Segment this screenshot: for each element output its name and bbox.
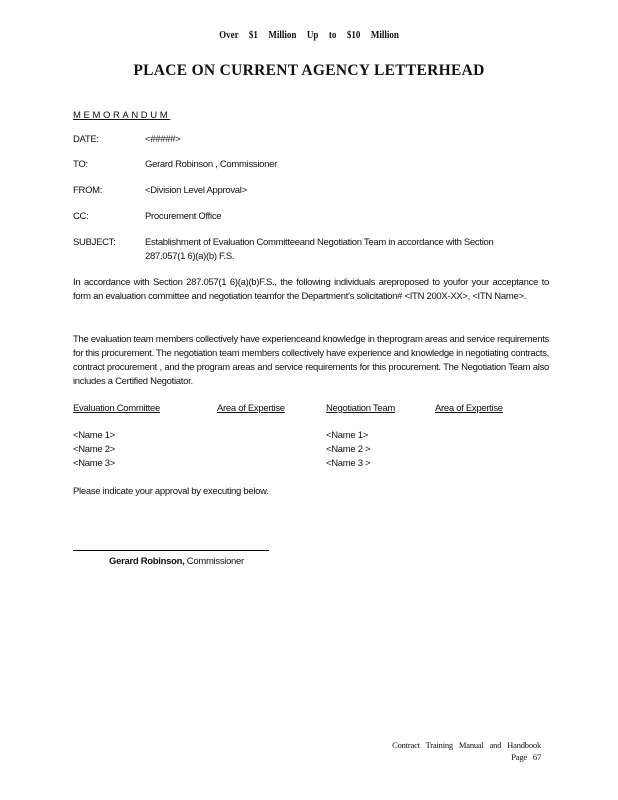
footer-manual-title: Contract Training Manual and Handbook (392, 740, 541, 750)
subject-line-1: Establishment of Evaluation Committeeand Negotiation Team in accordance with Section (145, 237, 494, 248)
neg-name-1: <Name 1> (326, 430, 368, 441)
from-label: FROM: (73, 185, 103, 196)
signatory (109, 556, 244, 567)
neg-name-3: <Name 3 > (326, 458, 371, 469)
eval-name-2: <Name 2> (73, 444, 115, 455)
neg-name-2: <Name 2 > (326, 444, 371, 455)
eval-name-3: <Name 3> (73, 458, 115, 469)
col-header-area-of-expertise-1: Area of Expertise (217, 403, 285, 414)
date-value: <#####> (145, 134, 181, 145)
price-range-header: Over $1 Million Up to $10 Million (219, 29, 399, 41)
memo-title: MEMORANDUM (73, 110, 171, 121)
col-header-negotiation-team: Negotiation Team (326, 403, 395, 414)
date-label: DATE: (73, 134, 99, 145)
eval-name-1: <Name 1> (73, 430, 115, 441)
footer-page-number: Page 67 (511, 752, 541, 762)
col-header-evaluation-committee: Evaluation Committee (73, 403, 160, 414)
signature-line (73, 550, 269, 551)
intro-paragraph: In accordance with Section 287.057(1 6)(a)(b)F.S., the following individuals areproposed to youfor your acceptance to form an evaluation committee and negotiation teamfor the Department's solicitation# <ITN 200X-XX>, <ITN Name>. (73, 277, 549, 302)
approval-instruction: Please indicate your approval by executing below. (73, 486, 269, 497)
col-header-area-of-expertise-2: Area of Expertise (435, 403, 503, 414)
from-value: <Division Level Approval> (145, 185, 247, 196)
to-label: TO: (73, 159, 88, 170)
cc-label: CC: (73, 211, 89, 222)
signatory-name: Gerard Robinson, (109, 556, 185, 567)
team-description-paragraph: The evaluation team members collectively have experienceand knowledge in theprogram areas and service requirements for this procurement. The negotiation team members collectively have experience and knowledge in negotiating contracts, contract procurement , and the program areas and service requirements for this procurement. The Negotiation Team also includes a Certified Negotiator. (73, 334, 549, 387)
subject-line-2: 287.057(1 6)(a)(b) F.S. (145, 251, 235, 262)
subject-label: SUBJECT: (73, 237, 116, 248)
letterhead-placeholder: PLACE ON CURRENT AGENCY LETTERHEAD (133, 62, 485, 79)
to-value: Gerard Robinson , Commissioner (145, 159, 277, 170)
signatory-title: Commissioner (186, 556, 244, 567)
cc-value: Procurement Office (145, 211, 222, 222)
